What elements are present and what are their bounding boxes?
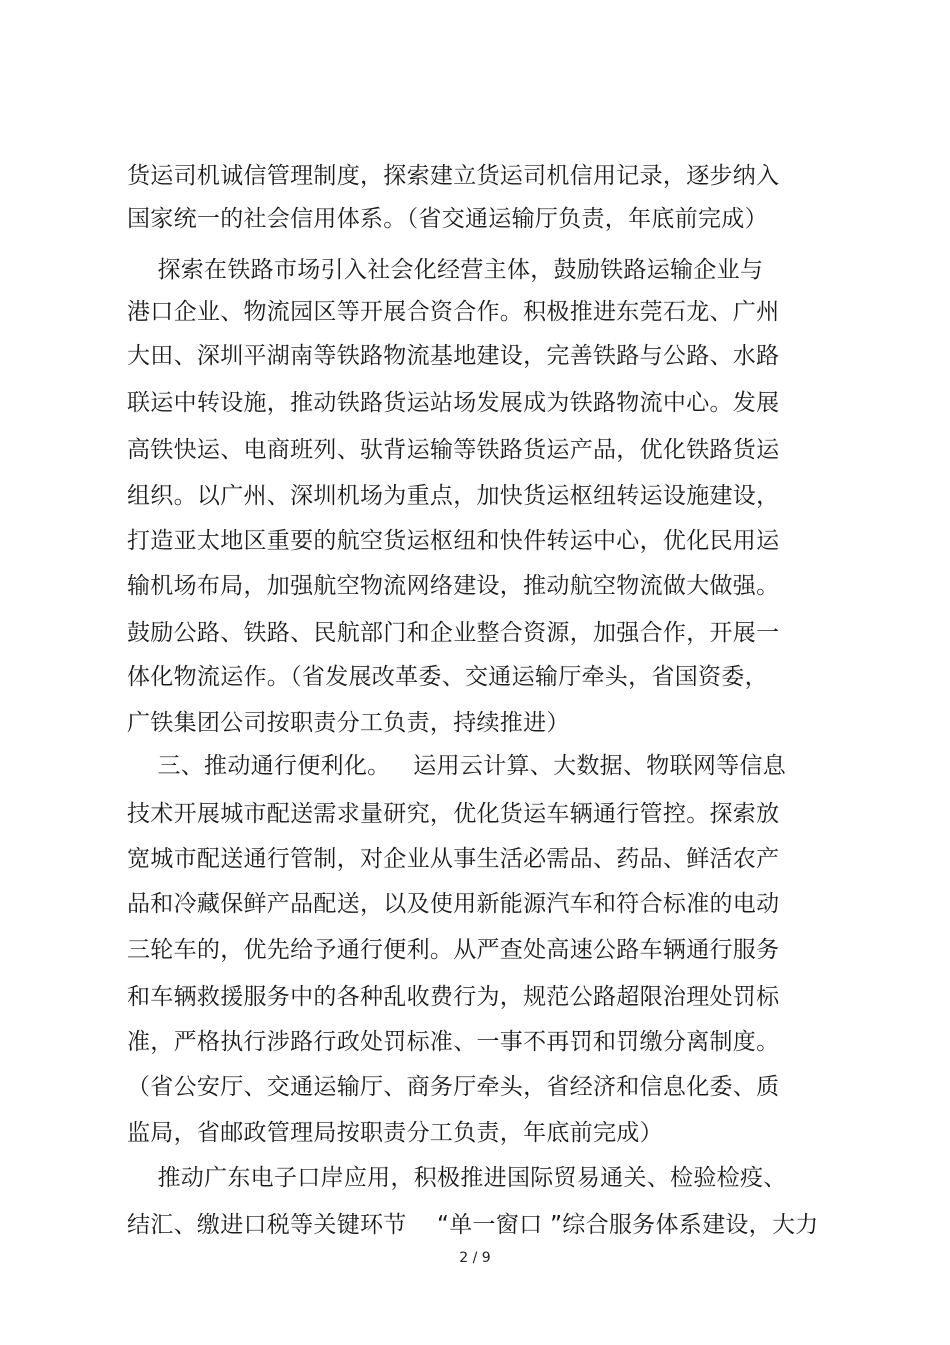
text-line: 联运中转设施，推动铁路货运站场发展成为铁路物流中心。发展 <box>127 390 780 416</box>
text-line: 和车辆救援服务中的各种乱收费行为，规范公路超限治理处罚标 <box>127 984 780 1010</box>
text-line: 品和冷藏保鲜产品配送，以及使用新能源汽车和符合标准的电动 <box>127 891 780 917</box>
text-line: 国家统一的社会信用体系。（省交通运输厅负责，年底前完成） <box>127 206 768 232</box>
text-line: 三轮车的，优先给予通行便利。从严查处高速公路车辆通行服务 <box>127 937 780 963</box>
text-line: 体化物流运作。（省发展改革委、交通运输厅牵头，省国资委， <box>127 664 768 690</box>
text-line: 货运司机诚信管理制度，探索建立货运司机信用记录，逐步纳入 <box>127 163 780 189</box>
text-line: 鼓励公路、铁路、民航部门和企业整合资源，加强合作，开展一 <box>127 620 780 646</box>
text-line: 结汇、缴进口税等关键环节 “单一窗口 ”综合服务体系建设，大力 <box>127 1212 819 1238</box>
text-line: （省公安厅、交通运输厅、商务厅牵头，省经济和信息化委、质 <box>127 1074 780 1100</box>
text-line: 监局，省邮政管理局按职责分工负责，年底前完成） <box>127 1120 663 1146</box>
text-line: 探索在铁路市场引入社会化经营主体，鼓励铁路运输企业与 <box>127 257 764 283</box>
text-line: 广铁集团公司按职责分工负责，持续推进） <box>127 710 570 736</box>
text-line: 高铁快运、电商班列、驮背运输等铁路货运产品，优化铁路货运 <box>127 437 780 463</box>
text-line: 大田、深圳平湖南等铁路物流基地建设，完善铁路与公路、水路 <box>127 343 780 369</box>
text-line: 组织。以广州、深圳机场为重点，加快货运枢纽转运设施建设， <box>127 483 780 509</box>
text-line: 三、推动通行便利化。 运用云计算、大数据、物联网等信息 <box>127 753 787 779</box>
text-line: 港口企业、物流园区等开展合资合作。积极推进东莞石龙、广州 <box>127 299 780 325</box>
text-line: 打造亚太地区重要的航空货运枢纽和快件转运中心，优化民用运 <box>127 528 780 554</box>
text-line: 准，严格执行涉路行政处罚标准、一事不再罚和罚缴分离制度。 <box>127 1029 780 1055</box>
text-line: 宽城市配送通行管制，对企业从事生活必需品、药品、鲜活农产 <box>127 846 780 872</box>
text-line: 技术开展城市配送需求量研究，优化货运车辆通行管控。探索放 <box>127 801 780 827</box>
page-number: 2 / 9 <box>459 1250 491 1266</box>
text-line: 输机场布局，加强航空物流网络建设，推动航空物流做大做强。 <box>127 573 780 599</box>
text-line: 推动广东电子口岸应用，积极推进国际贸易通关、检验检疫、 <box>127 1165 787 1191</box>
